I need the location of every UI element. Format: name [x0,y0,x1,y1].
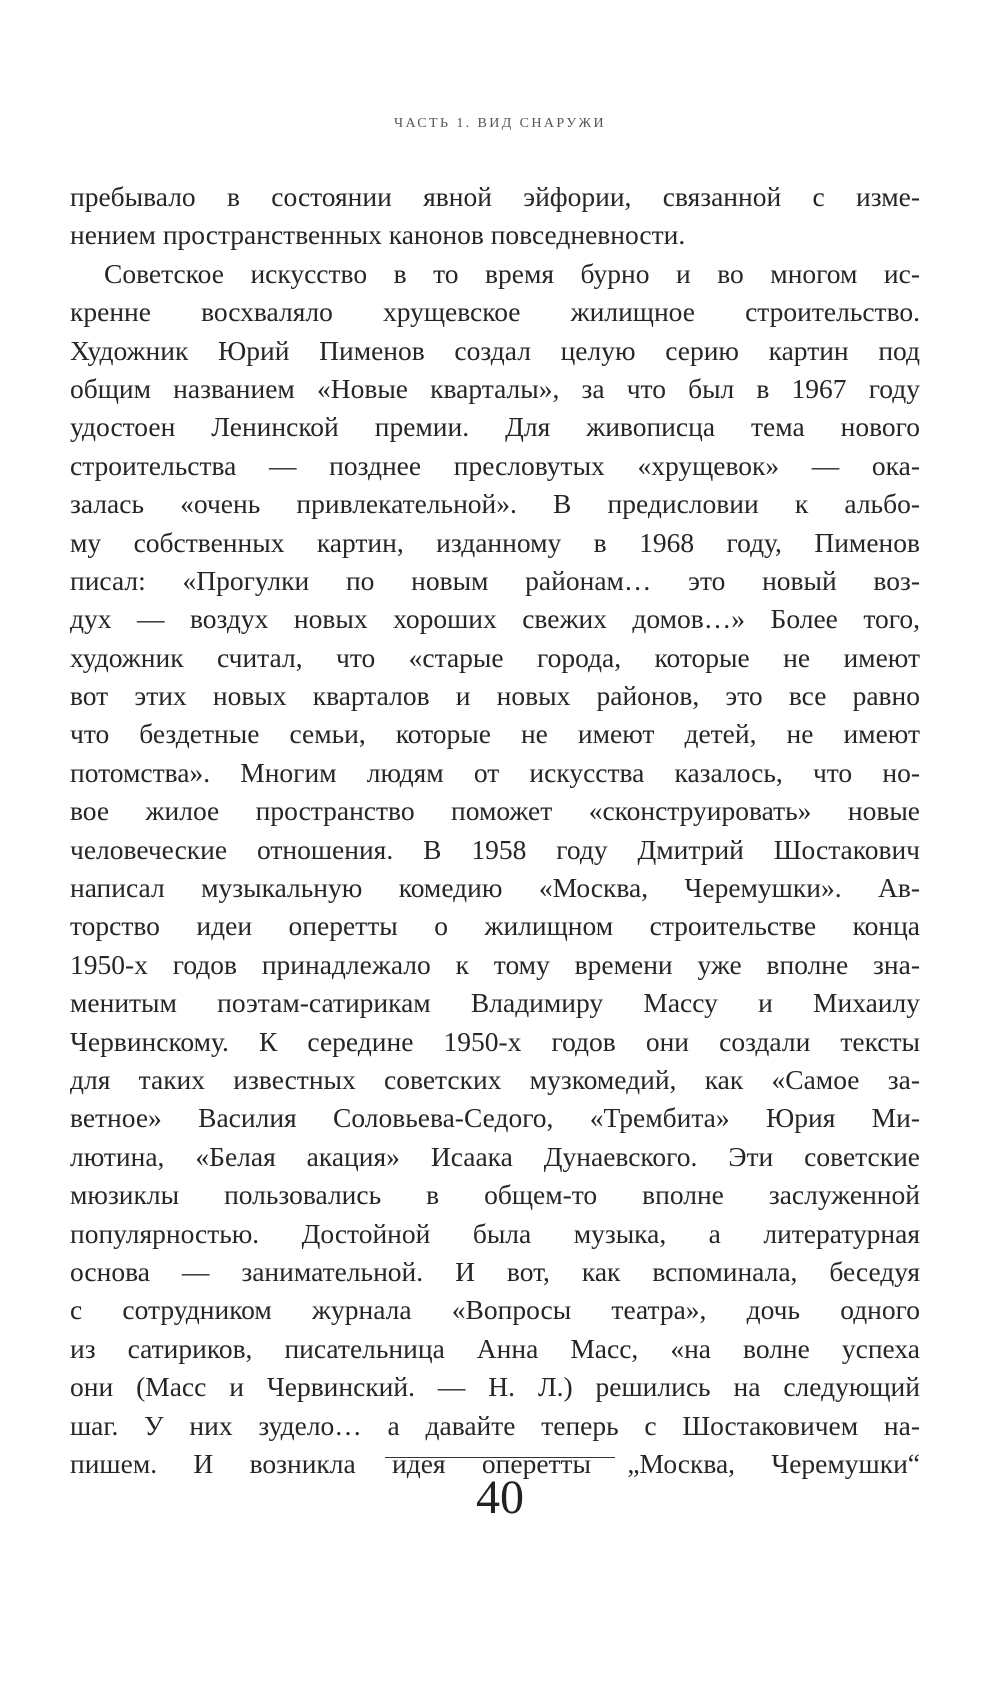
text-line: писал: «Прогулки по новым районам… это новый воз- [70,564,920,596]
text-line: торство идеи оперетты о жилищном строительстве конца [70,910,920,942]
text-line: они (Масс и Червинский. — Н. Л.) решились на следующий [70,1371,920,1403]
text-line: строительства — позднее пресловутых «хрущевок» — ока- [70,449,920,481]
text-line: человеческие отношения. В 1958 году Дмитрий Шостакович [70,833,920,865]
text-line: что бездетные семьи, которые не имеют детей, не имеют [70,718,920,750]
text-line: Червинскому. К середине 1950-х годов они создали тексты [70,1025,920,1057]
text-line: Художник Юрий Пименов создал целую серию картин под [70,334,920,366]
text-line: менитым поэтам-сатирикам Владимиру Массу и Михаилу [70,987,920,1019]
text-line: вот этих новых кварталов и новых районов, это все равно [70,680,920,712]
text-line: 1950-х годов принадлежало к тому времени уже вполне зна- [70,948,920,980]
running-head: ЧАСТЬ 1. ВИД СНАРУЖИ [393,116,606,131]
text-line: пребывало в состоянии явной эйфории, связанной с изме- [70,181,920,212]
text-line: потомства». Многим людям от искусства казалось, что но- [70,756,920,788]
text-line: пишем. И возникла идея оперетты „Москва, Черемушки“ [70,1447,920,1479]
text-line: дух — воздух новых хороших свежих домов…» Более того, [70,603,920,635]
text-line: общим названием «Новые кварталы», за что был в 1967 году [70,372,920,404]
text-line: шаг. У них зудело… а давайте теперь с Шостаковичем на- [70,1409,920,1441]
text-line: из сатириков, писательница Анна Масс, «на волне успеха [70,1332,920,1364]
text-line: лютина, «Белая акация» Исаака Дунаевского. Эти советские [70,1140,920,1172]
text-line: для таких известных советских музкомедий, как «Самое за- [70,1063,920,1095]
text-line: ветное» Василия Соловьева-Седого, «Трембита» Юрия Ми- [70,1102,920,1134]
footer-rule [385,1457,615,1458]
body-text [70,178,920,1483]
text-line: основа — занимательной. И вот, как вспоминала, беседуя [70,1255,920,1287]
text-line: вое жилое пространство поможет «сконструировать» новые [70,795,920,827]
text-line: популярностью. Достойной была музыка, а литературная [70,1217,920,1249]
text-line: Советское искусство в то время бурно и во многом ис- [104,257,920,289]
text-line: залась «очень привлекательной». В предисловии к альбо- [70,488,920,520]
text-line: удостоен Ленинской премии. Для живописца тема нового [70,411,920,443]
text-line: с сотрудником журнала «Вопросы театра», дочь одного [70,1294,920,1326]
text-line: художник считал, что «старые города, которые не имеют [70,641,920,673]
text-line: кренне восхваляло хрущевское жилищное строительство. [70,296,920,328]
text-line: му собственных картин, изданному в 1968 году, Пименов [70,526,920,558]
page-number: 40 [476,1471,524,1524]
text-line: мюзиклы пользовались в общем-то вполне заслуженной [70,1179,920,1211]
text-line: написал музыкальную комедию «Москва, Черемушки». Ав- [70,872,920,904]
text-line: нением пространственных канонов повседневности. [70,219,686,251]
